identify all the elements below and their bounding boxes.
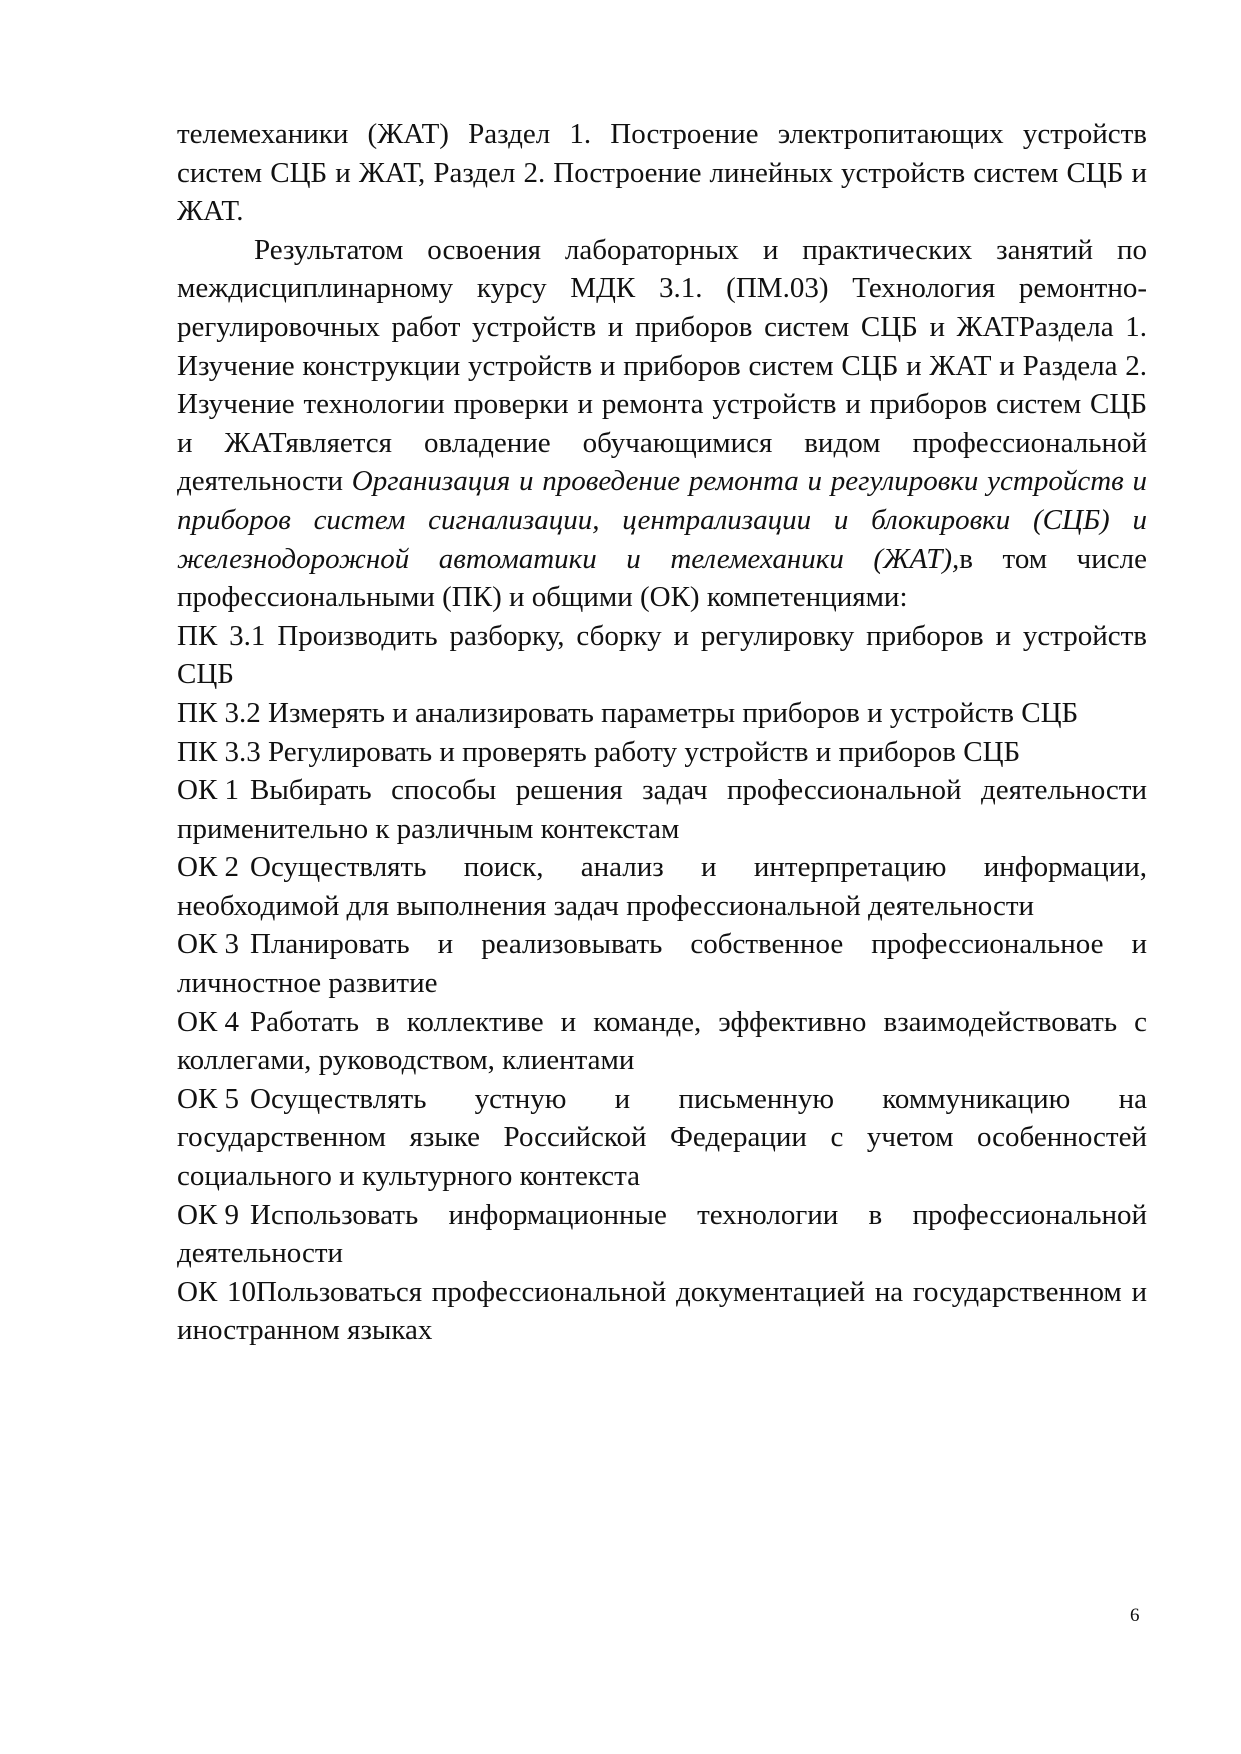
competency-item-ok-3 xyxy=(177,925,1147,1002)
competency-item-ok-2 xyxy=(177,848,1147,925)
competency-text: Измерять и анализировать параметры приборов и устройств СЦБ xyxy=(268,696,1079,729)
competency-code: ОК 4 xyxy=(177,1005,240,1038)
competency-text: Выбирать способы решения задач профессиональной деятельности применительно к различным контекстам xyxy=(177,774,1147,845)
result-text-italic: Организация и проведение ремонта и регулировки устройств и приборов систем сигнализации, централизации и блокировки (СЦБ) и железнодорожной автоматики и телемеханики (ЖАТ), xyxy=(177,465,1147,575)
competency-text: Планировать и реализовывать собственное профессиональное и личностное развитие xyxy=(177,928,1147,1000)
competency-item-ok-5 xyxy=(177,1080,1147,1196)
competency-item-ok-1 xyxy=(177,771,1147,848)
result-text-regular: Результатом освоения лабораторных и практических занятий по междисциплинарному курсу МДК 3.1. (ПМ.03) Технология ремонтно-регулировочных работ устройств и приборов систем СЦБ и ЖАТРаздела 1. Изучение конструкции устройств и приборов систем СЦБ и ЖАТ и Раздела 2. Изучение технологии проверки и ремонта устройств и приборов систем СЦБ и ЖАТявляется овладение обучающимися видом профессиональной деятельности xyxy=(177,233,1147,498)
competency-item-pk-3-1 xyxy=(177,617,1147,694)
competency-text: Регулировать и проверять работу устройств и приборов СЦБ xyxy=(268,735,1021,768)
competency-text: Осуществлять устную и письменную коммуникацию на государственном языке Российской Федерации с учетом особенностей социального и культурного контекста xyxy=(177,1082,1147,1193)
competency-code: ПК 3.1 xyxy=(177,619,266,652)
competency-item-pk-3-3 xyxy=(177,733,1147,772)
competency-list xyxy=(177,617,1147,1350)
competency-code: ПК 3.3 xyxy=(177,735,261,768)
competency-text: Осуществлять поиск, анализ и интерпретацию информации, необходимой для выполнения задач профессиональной деятельности xyxy=(177,851,1147,922)
competency-item-ok-4 xyxy=(177,1003,1147,1080)
competency-item-ok-10 xyxy=(177,1273,1147,1350)
competency-code: ОК 1 xyxy=(177,774,240,807)
document-body xyxy=(177,115,1147,1350)
competency-code: ОК 2 xyxy=(177,851,240,884)
competency-item-pk-3-2 xyxy=(177,694,1147,733)
competency-code: ОК 3 xyxy=(177,928,240,961)
competency-code: ОК 9 xyxy=(177,1198,240,1231)
competency-text: Производить разборку, сборку и регулировку приборов и устройств СЦБ xyxy=(177,619,1148,691)
competency-code: ОК 5 xyxy=(177,1082,240,1115)
competency-code: ПК 3.2 xyxy=(177,696,261,729)
result-text-tail: в том числе профессиональными (ПК) и общими (ОК) компетенциями: xyxy=(177,542,1147,614)
page-number: 6 xyxy=(1130,1605,1140,1626)
competency-text: Использовать информационные технологии в профессиональной деятельности xyxy=(177,1198,1147,1270)
competency-code: ОК 10 xyxy=(177,1275,256,1308)
competency-item-ok-9 xyxy=(177,1196,1147,1273)
competency-text: Пользоваться профессиональной документацией на государственном и иностранном языках xyxy=(177,1275,1147,1347)
intro-continuation-paragraph: телемеханики (ЖАТ) Раздел 1. Построение электропитающих устройств систем СЦБ и ЖАТ, Раздел 2. Построение линейных устройств систем СЦБ и ЖАТ. xyxy=(177,118,1147,228)
competency-text: Работать в коллективе и команде, эффективно взаимодействовать с коллегами, руководством, клиентами xyxy=(177,1005,1147,1077)
result-paragraph xyxy=(177,231,1147,617)
